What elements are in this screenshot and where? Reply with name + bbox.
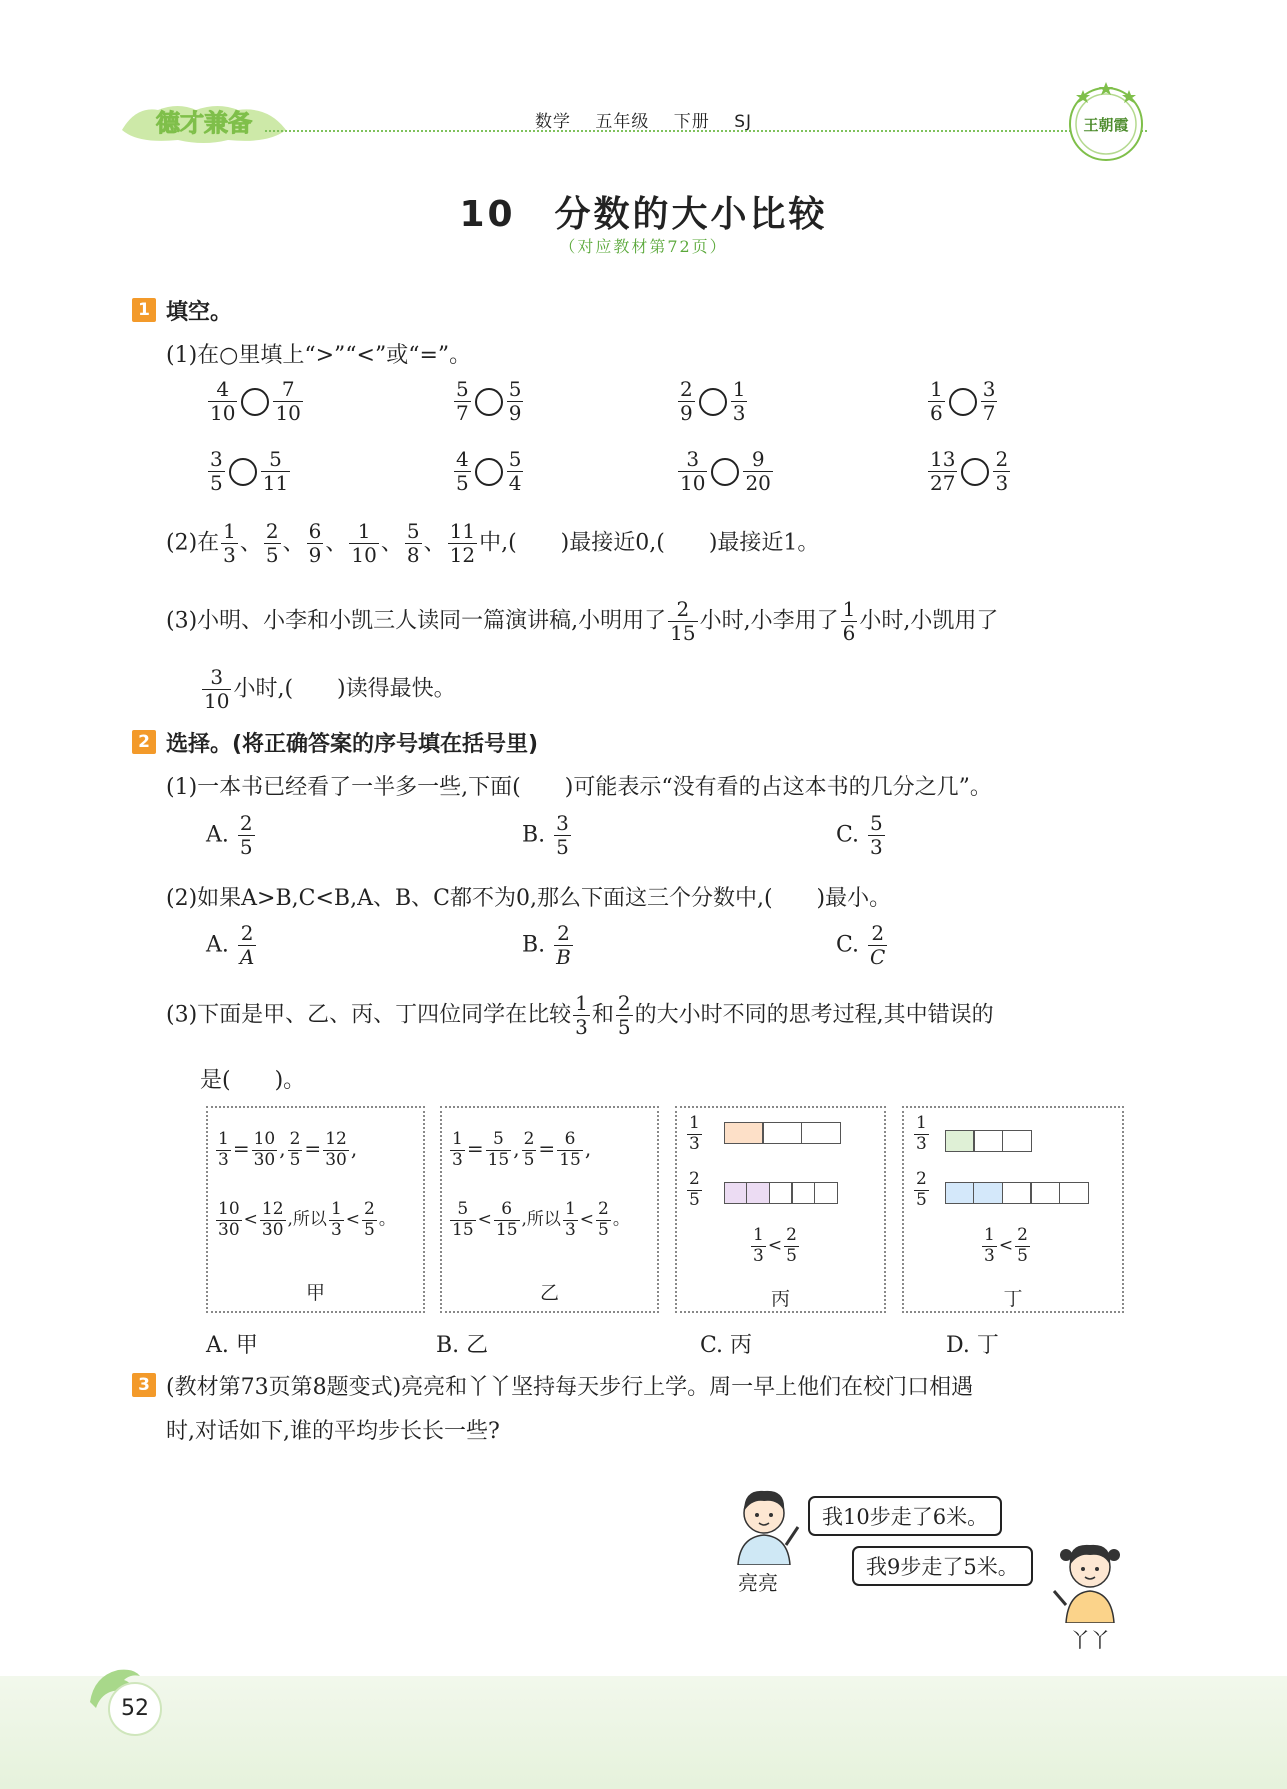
method-box-yi	[440, 1106, 659, 1313]
comparison-item	[452, 448, 525, 495]
fraction: $\frac{3}{5}$	[210, 447, 223, 495]
box-label-bing: 丙	[770, 1288, 790, 1310]
fraction: $\frac{2}{C}$	[870, 921, 886, 969]
option-label: B.	[522, 822, 553, 848]
fraction: $\frac{2}{3}$	[995, 447, 1009, 495]
fraction: $\frac{2}{A}$	[239, 921, 255, 969]
option-label: A.	[206, 822, 236, 848]
option-label: C.	[836, 822, 867, 848]
option-item[interactable]	[836, 922, 889, 969]
fraction: $\frac{4}{5}$	[456, 447, 469, 495]
yaya-illustration	[1052, 1535, 1128, 1623]
comparison-item	[676, 448, 775, 495]
page-subtitle: （对应教材第72页）	[559, 237, 728, 256]
fraction: $\frac{5}{3}$	[870, 811, 883, 859]
q1-part3-text-b: 小时,小李用了	[699, 608, 839, 634]
fraction: $\frac{5}{8}$	[406, 519, 420, 567]
question-number: 3	[132, 1373, 156, 1397]
fraction: $\frac{2}{5}$	[617, 991, 631, 1039]
option-item[interactable]	[836, 812, 887, 859]
fraction: $\frac{2}{5}$	[239, 811, 253, 859]
option-item[interactable]	[522, 922, 575, 969]
q1-part2-fractions: $\frac{1}{3}$ 、 $\frac{2}{5}$ 、 $\frac{6}{9}$ 、 $\frac{1}{10}$ 、 $\frac{5}{8}$ 、 $\frac{11}{12}$	[223, 519, 476, 567]
fraction: $\frac{3}{10}$	[204, 665, 230, 713]
option-item[interactable]	[206, 812, 257, 859]
fraction: $\frac{1}{10}$	[351, 519, 377, 567]
edition: SJ	[734, 112, 753, 132]
fraction: $\frac{3}{5}$	[556, 811, 569, 859]
speech-bubble-liangliang: 我10步走了6米。	[808, 1496, 1002, 1536]
fraction: $\frac{1}{6}$	[842, 597, 856, 645]
q2-part3-line2: 是( )。	[200, 1068, 306, 1093]
q2-part1-prompt: (1)一本书已经看了一半多一些,下面( )可能表示“没有看的占这本书的几分之几”。	[166, 775, 992, 800]
fraction: $\frac{5}{4}$	[508, 447, 522, 495]
answer-circle[interactable]	[961, 458, 989, 486]
q2-part2-prompt: (2)如果A>B,C<B,A、B、C都不为0,那么下面这三个分数中,( )最小。	[166, 886, 892, 911]
question-number: 2	[132, 730, 156, 754]
fraction: $\frac{4}{10}$	[210, 377, 236, 425]
q1-part1-prompt: (1)在○里填上“>”“<”或“=”。	[166, 343, 472, 368]
q3-line1: (教材第73页第8题变式)亮亮和丫丫坚持每天步行上学。周一早上他们在校门口相遇	[166, 1375, 974, 1400]
speech-bubble-yaya: 我9步走了5米。	[852, 1546, 1033, 1586]
jia-conclusion: $\frac{10}{30}$ < $\frac{12}{30}$ ,所以 $\frac{1}{3}$ < $\frac{2}{5}$ 。	[218, 1199, 396, 1240]
option-item[interactable]	[522, 812, 573, 859]
option-label: C.	[836, 932, 867, 958]
question-heading: 填空。	[166, 300, 233, 325]
fraction: $\frac{7}{10}$	[275, 377, 301, 425]
fraction: $\frac{5}{9}$	[508, 377, 522, 425]
brand-badge	[1063, 78, 1149, 164]
yi-conclusion: $\frac{5}{15}$ < $\frac{6}{15}$ ,所以 $\frac{1}{3}$ < $\frac{2}{5}$ 。	[452, 1199, 630, 1240]
answer-circle[interactable]	[241, 388, 269, 416]
answer-circle[interactable]	[699, 388, 727, 416]
option-item[interactable]: D. 丁	[946, 1333, 999, 1358]
method-box-bing	[675, 1106, 886, 1313]
ding-bar-row-1: $\frac{1}{3}$	[916, 1113, 927, 1154]
badge-text: 王朝霞	[1083, 116, 1129, 134]
comparison-item	[926, 378, 999, 425]
fraction: $\frac{1}{3}$	[223, 519, 236, 567]
yi-equations: $\frac{1}{3}$ = $\frac{5}{15}$ , $\frac{2}{5}$ = $\frac{6}{15}$ ,	[452, 1129, 592, 1170]
subject: 数学	[534, 112, 571, 132]
comparison-item	[676, 378, 749, 425]
fraction: $\frac{2}{15}$	[670, 597, 696, 645]
box-label-ding: 丁	[1003, 1288, 1023, 1310]
ding-bar-thirds	[946, 1130, 1032, 1156]
method-box-ding	[902, 1106, 1124, 1313]
grade: 五年级	[595, 112, 650, 132]
fraction: $\frac{2}{9}$	[680, 377, 693, 425]
answer-circle[interactable]	[949, 388, 977, 416]
bing-bar-thirds	[725, 1122, 841, 1148]
yaya-name: 丫丫	[1070, 1628, 1110, 1652]
option-item[interactable]: C. 丙	[700, 1333, 753, 1358]
footer-background	[0, 1676, 1287, 1789]
fraction: $\frac{6}{9}$	[308, 519, 322, 567]
fraction: $\frac{2}{5}$	[265, 519, 279, 567]
ding-bar-fifths	[946, 1182, 1089, 1208]
answer-circle[interactable]	[711, 458, 739, 486]
answer-circle[interactable]	[475, 388, 503, 416]
header-divider	[265, 130, 1147, 132]
q1-part2	[166, 520, 819, 567]
brand-logo-text: 德才兼备	[156, 109, 252, 137]
q2-part3-text-b: 的大小时不同的思考过程,其中错误的	[634, 1002, 994, 1028]
box-label-jia: 甲	[305, 1282, 325, 1304]
bing-result: $\frac{1}{3}$ < $\frac{2}{5}$	[753, 1225, 797, 1266]
q1-part2-suffix: 中,( )最接近0,( )最接近1。	[479, 530, 820, 556]
q1-part3-line1	[166, 598, 998, 645]
option-label: A.	[206, 932, 236, 958]
option-item[interactable]	[206, 922, 258, 969]
q2-part3-and: 和	[591, 1002, 614, 1028]
q1-part3-text-d: 小时,( )读得最快。	[233, 676, 456, 702]
fraction: $\frac{13}{27}$	[930, 447, 956, 495]
ding-bar-row-2: $\frac{2}{5}$	[916, 1169, 927, 1210]
q2-part3-text-a: (3)下面是甲、乙、丙、丁四位同学在比较	[166, 1002, 572, 1028]
option-item[interactable]: B. 乙	[436, 1333, 489, 1358]
q1-part3-text-c: 小时,小凯用了	[859, 608, 999, 634]
fraction: $\frac{3}{10}$	[680, 447, 706, 495]
method-box-jia	[206, 1106, 425, 1313]
bing-bar-fifths	[725, 1182, 838, 1208]
q1-part3-text-a: (3)小明、小李和小凯三人读同一篇演讲稿,小明用了	[166, 608, 667, 634]
q1-part2-prefix: (2)在	[166, 530, 220, 556]
ding-result: $\frac{1}{3}$ < $\frac{2}{5}$	[984, 1225, 1028, 1266]
q3-line2: 时,对话如下,谁的平均步长长一些?	[166, 1419, 500, 1444]
answer-circle[interactable]	[475, 458, 503, 486]
jia-equations: $\frac{1}{3}$ = $\frac{10}{30}$ , $\frac{2}{5}$ = $\frac{12}{30}$ ,	[218, 1129, 358, 1170]
bing-bar-row-2: $\frac{2}{5}$	[689, 1169, 700, 1210]
comparison-item	[206, 378, 305, 425]
q2-part3-line1	[166, 992, 994, 1039]
fraction: $\frac{1}{3}$	[575, 991, 588, 1039]
bing-bar-row-1: $\frac{1}{3}$	[689, 1113, 700, 1154]
fraction: $\frac{2}{B}$	[556, 921, 571, 969]
fraction: $\frac{1}{6}$	[930, 377, 943, 425]
liangliang-name: 亮亮	[738, 1571, 778, 1595]
question-number: 1	[132, 298, 156, 322]
fraction: $\frac{5}{7}$	[456, 377, 469, 425]
comparison-item	[926, 448, 1012, 495]
q1-part3-line2	[200, 666, 456, 713]
page-number: 52	[108, 1682, 162, 1736]
answer-circle[interactable]	[229, 458, 257, 486]
comparison-item	[452, 378, 525, 425]
comparison-item	[206, 448, 292, 495]
fraction: $\frac{1}{3}$	[732, 377, 746, 425]
fraction: $\frac{5}{11}$	[262, 447, 289, 495]
fraction: $\frac{11}{12}$	[449, 519, 476, 567]
box-label-yi: 乙	[539, 1282, 559, 1304]
option-label: B.	[522, 932, 553, 958]
option-item[interactable]: A. 甲	[206, 1333, 258, 1358]
volume: 下册	[673, 112, 710, 132]
fraction: $\frac{9}{20}$	[745, 447, 771, 495]
question-heading: 选择。(将正确答案的序号填在括号里)	[166, 732, 539, 757]
fraction: $\frac{3}{7}$	[982, 377, 996, 425]
liangliang-illustration	[728, 1485, 800, 1565]
page-title: 10 分数的大小比较	[459, 194, 828, 235]
